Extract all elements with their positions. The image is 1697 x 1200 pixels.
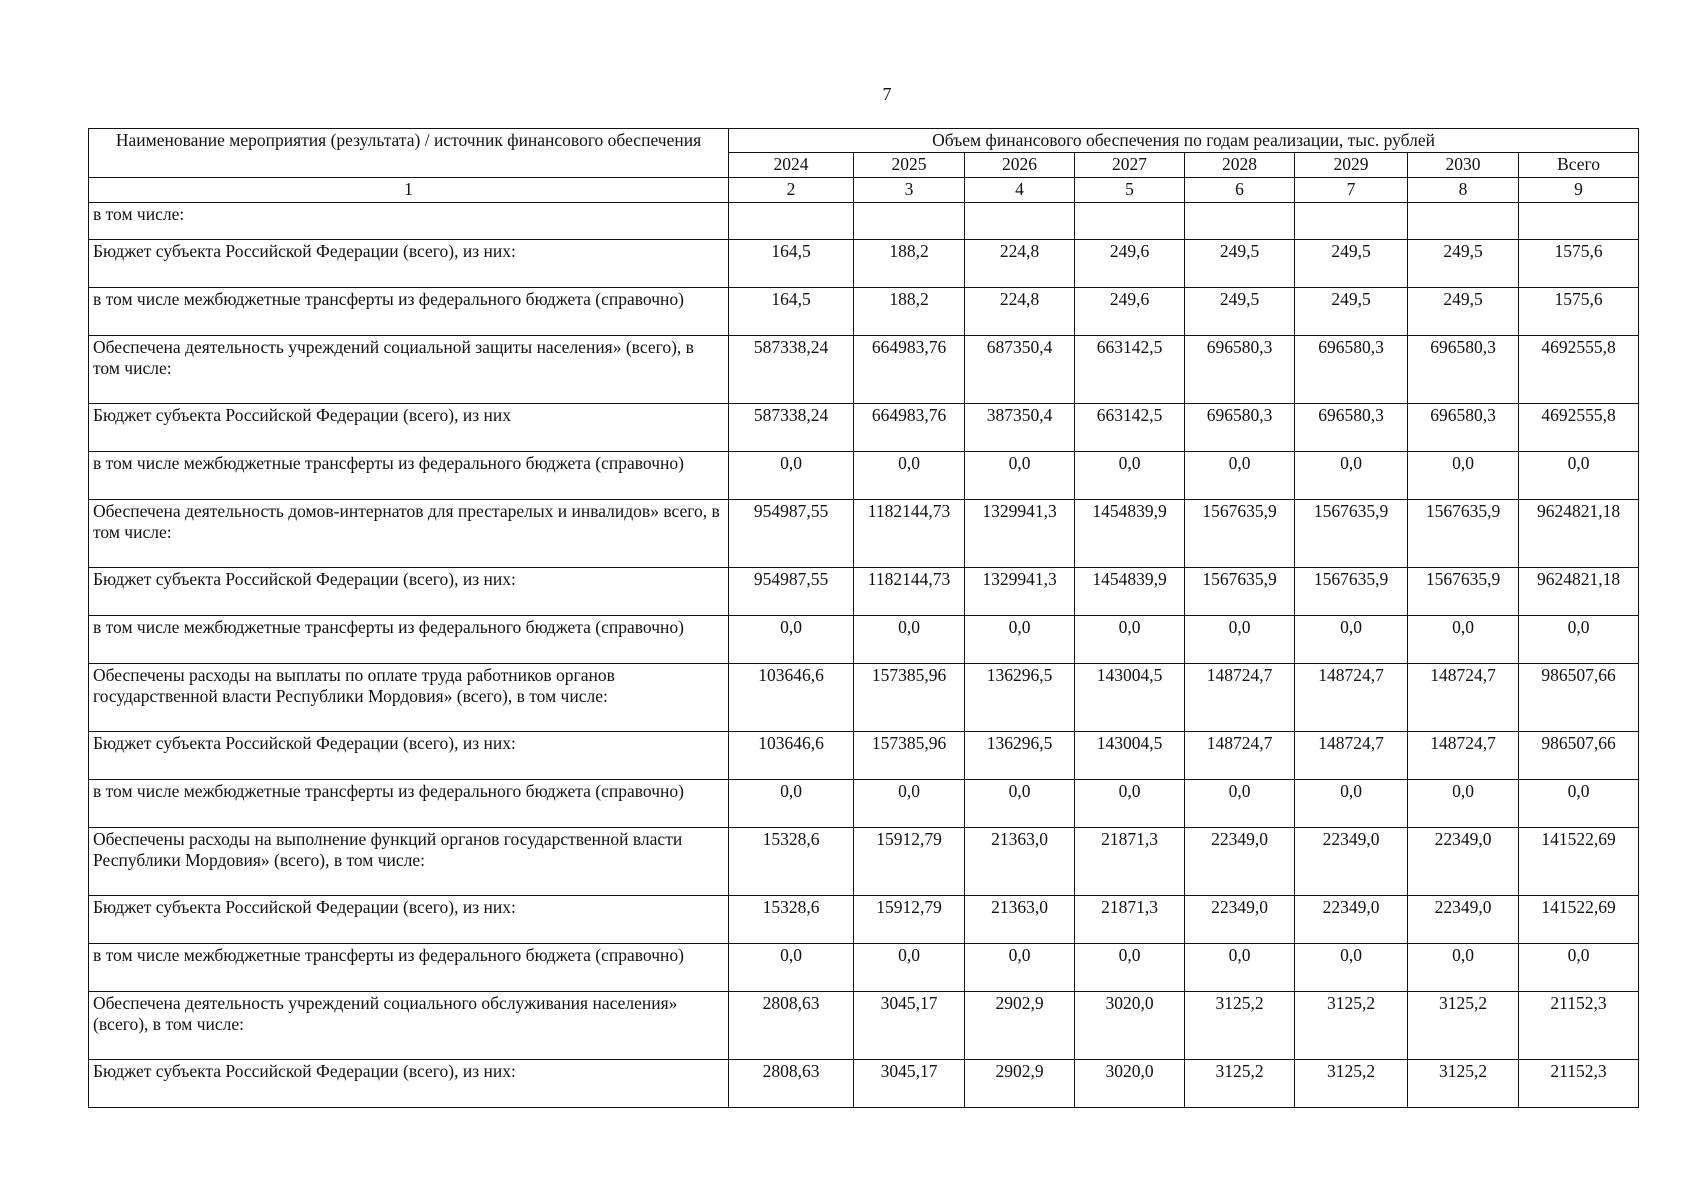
row-value-cell: 148724,7 [1408, 731, 1519, 779]
row-value-cell: 249,5 [1408, 287, 1519, 335]
row-value-cell: 143004,5 [1075, 731, 1185, 779]
column-number: 3 [854, 178, 965, 202]
table-row [89, 287, 1639, 335]
header-year: 2028 [1185, 153, 1295, 178]
row-value-cell: 249,6 [1075, 239, 1185, 287]
row-value-cell: 0,0 [1185, 943, 1295, 991]
table-row [89, 731, 1639, 779]
row-value-cell: 148724,7 [1185, 663, 1295, 731]
table-row [89, 403, 1639, 451]
table-row [89, 663, 1639, 731]
row-value-cell: 3020,0 [1075, 1059, 1185, 1107]
row-value-cell [854, 202, 965, 239]
row-value-cell: 249,5 [1408, 239, 1519, 287]
row-value-cell: 0,0 [1185, 779, 1295, 827]
row-value-cell: 0,0 [854, 615, 965, 663]
row-value-cell: 1567635,9 [1185, 567, 1295, 615]
header-year: 2025 [854, 153, 965, 178]
table-row [89, 827, 1639, 895]
row-name-cell: Бюджет субъекта Российской Федерации (всего), из них: [89, 731, 729, 779]
row-total-cell: 4692555,8 [1519, 403, 1639, 451]
row-value-cell: 164,5 [729, 239, 854, 287]
row-value-cell: 0,0 [1075, 615, 1185, 663]
table-body [89, 202, 1639, 1107]
row-value-cell: 1454839,9 [1075, 567, 1185, 615]
row-value-cell: 3125,2 [1408, 1059, 1519, 1107]
financing-table [88, 128, 1639, 1108]
row-value-cell: 0,0 [1408, 451, 1519, 499]
row-value-cell: 148724,7 [1408, 663, 1519, 731]
row-value-cell: 587338,24 [729, 403, 854, 451]
row-value-cell: 0,0 [729, 451, 854, 499]
column-number: 2 [729, 178, 854, 202]
header-year: 2024 [729, 153, 854, 178]
row-total-cell: 1575,6 [1519, 239, 1639, 287]
row-total-cell: 4692555,8 [1519, 335, 1639, 403]
row-value-cell: 3045,17 [854, 991, 965, 1059]
row-name-cell: в том числе межбюджетные трансферты из федерального бюджета (справочно) [89, 451, 729, 499]
row-value-cell: 696580,3 [1408, 403, 1519, 451]
row-value-cell: 1567635,9 [1295, 499, 1408, 567]
row-value-cell: 1567635,9 [1408, 499, 1519, 567]
row-value-cell: 0,0 [965, 615, 1075, 663]
row-value-cell: 0,0 [1295, 451, 1408, 499]
row-value-cell: 0,0 [965, 943, 1075, 991]
row-value-cell [1185, 202, 1295, 239]
row-value-cell: 188,2 [854, 287, 965, 335]
column-number: 1 [89, 178, 729, 202]
row-value-cell: 103646,6 [729, 663, 854, 731]
header-volume-column: Объем финансового обеспечения по годам реализации, тыс. рублей [729, 129, 1639, 153]
row-value-cell: 387350,4 [965, 403, 1075, 451]
header-year: 2027 [1075, 153, 1185, 178]
row-value-cell: 0,0 [1075, 451, 1185, 499]
row-value-cell: 143004,5 [1075, 663, 1185, 731]
row-value-cell: 0,0 [729, 943, 854, 991]
row-total-cell [1519, 202, 1639, 239]
row-value-cell: 22349,0 [1295, 827, 1408, 895]
row-value-cell: 696580,3 [1185, 335, 1295, 403]
row-value-cell: 0,0 [854, 779, 965, 827]
row-value-cell: 3020,0 [1075, 991, 1185, 1059]
row-value-cell: 164,5 [729, 287, 854, 335]
row-value-cell: 696580,3 [1295, 335, 1408, 403]
table-row [89, 1059, 1639, 1107]
row-value-cell: 0,0 [1408, 943, 1519, 991]
row-value-cell: 954987,55 [729, 499, 854, 567]
row-value-cell: 15328,6 [729, 827, 854, 895]
row-value-cell: 0,0 [1075, 943, 1185, 991]
table-row [89, 991, 1639, 1059]
row-value-cell [1075, 202, 1185, 239]
table-row [89, 202, 1639, 239]
row-value-cell: 663142,5 [1075, 403, 1185, 451]
row-total-cell: 141522,69 [1519, 895, 1639, 943]
row-total-cell: 0,0 [1519, 779, 1639, 827]
table-row [89, 239, 1639, 287]
table-row [89, 567, 1639, 615]
row-value-cell: 0,0 [854, 943, 965, 991]
row-value-cell: 0,0 [1408, 779, 1519, 827]
row-value-cell: 3125,2 [1408, 991, 1519, 1059]
row-total-cell: 0,0 [1519, 943, 1639, 991]
row-value-cell: 2808,63 [729, 1059, 854, 1107]
column-number: 5 [1075, 178, 1185, 202]
row-value-cell [965, 202, 1075, 239]
row-value-cell: 587338,24 [729, 335, 854, 403]
row-value-cell: 1567635,9 [1295, 567, 1408, 615]
row-value-cell: 1329941,3 [965, 499, 1075, 567]
row-value-cell: 0,0 [1295, 615, 1408, 663]
row-value-cell: 22349,0 [1295, 895, 1408, 943]
row-value-cell: 1454839,9 [1075, 499, 1185, 567]
row-value-cell: 15912,79 [854, 895, 965, 943]
row-total-cell: 141522,69 [1519, 827, 1639, 895]
row-name-cell: в том числе межбюджетные трансферты из федерального бюджета (справочно) [89, 779, 729, 827]
row-value-cell: 103646,6 [729, 731, 854, 779]
table-header [89, 129, 1639, 203]
row-total-cell: 986507,66 [1519, 663, 1639, 731]
row-value-cell: 22349,0 [1408, 895, 1519, 943]
row-value-cell: 136296,5 [965, 731, 1075, 779]
table-row [89, 335, 1639, 403]
row-total-cell: 0,0 [1519, 615, 1639, 663]
row-name-cell: Обеспечены расходы на выплаты по оплате труда работников органов государственной власти Республики Мордовия» (всего), в том числе: [89, 663, 729, 731]
column-number: 9 [1519, 178, 1639, 202]
row-total-cell: 9624821,18 [1519, 499, 1639, 567]
row-value-cell: 0,0 [1185, 451, 1295, 499]
row-value-cell: 2808,63 [729, 991, 854, 1059]
row-name-cell: в том числе межбюджетные трансферты из федерального бюджета (справочно) [89, 943, 729, 991]
row-name-cell: в том числе межбюджетные трансферты из федерального бюджета (справочно) [89, 615, 729, 663]
row-total-cell: 9624821,18 [1519, 567, 1639, 615]
row-value-cell: 15912,79 [854, 827, 965, 895]
row-value-cell: 0,0 [1185, 615, 1295, 663]
row-value-cell: 664983,76 [854, 335, 965, 403]
row-value-cell: 21871,3 [1075, 895, 1185, 943]
page-number: 7 [882, 84, 892, 104]
row-value-cell: 1182144,73 [854, 499, 965, 567]
row-value-cell: 0,0 [1295, 779, 1408, 827]
row-name-cell: Бюджет субъекта Российской Федерации (всего), из них: [89, 895, 729, 943]
row-total-cell: 1575,6 [1519, 287, 1639, 335]
header-year: 2029 [1295, 153, 1408, 178]
row-total-cell: 0,0 [1519, 451, 1639, 499]
table-row [89, 895, 1639, 943]
row-total-cell: 21152,3 [1519, 1059, 1639, 1107]
row-value-cell: 687350,4 [965, 335, 1075, 403]
table-row [89, 943, 1639, 991]
row-value-cell: 696580,3 [1295, 403, 1408, 451]
row-name-cell: Бюджет субъекта Российской Федерации (всего), из них: [89, 239, 729, 287]
row-value-cell: 1567635,9 [1185, 499, 1295, 567]
row-value-cell: 249,6 [1075, 287, 1185, 335]
row-name-cell: Бюджет субъекта Российской Федерации (всего), из них: [89, 1059, 729, 1107]
header-name-column: Наименование мероприятия (результата) / источник финансового обеспечения [89, 129, 729, 178]
row-value-cell: 1329941,3 [965, 567, 1075, 615]
row-value-cell: 0,0 [1075, 779, 1185, 827]
row-value-cell: 2902,9 [965, 991, 1075, 1059]
header-total: Всего [1519, 153, 1639, 178]
row-value-cell: 249,5 [1295, 287, 1408, 335]
column-number: 8 [1408, 178, 1519, 202]
row-value-cell: 954987,55 [729, 567, 854, 615]
row-value-cell: 157385,96 [854, 663, 965, 731]
row-value-cell: 157385,96 [854, 731, 965, 779]
row-value-cell: 22349,0 [1408, 827, 1519, 895]
row-value-cell: 3045,17 [854, 1059, 965, 1107]
row-name-cell: Обеспечена деятельность учреждений социальной защиты населения» (всего), в том числе: [89, 335, 729, 403]
table-row [89, 615, 1639, 663]
row-value-cell: 21363,0 [965, 895, 1075, 943]
row-name-cell: в том числе: [89, 202, 729, 239]
row-value-cell: 3125,2 [1295, 1059, 1408, 1107]
row-value-cell [1295, 202, 1408, 239]
column-number: 4 [965, 178, 1075, 202]
row-value-cell: 0,0 [1295, 943, 1408, 991]
row-value-cell: 664983,76 [854, 403, 965, 451]
row-value-cell: 0,0 [729, 615, 854, 663]
row-name-cell: Бюджет субъекта Российской Федерации (всего), из них: [89, 567, 729, 615]
row-value-cell: 696580,3 [1408, 335, 1519, 403]
row-value-cell: 148724,7 [1295, 731, 1408, 779]
table-row [89, 451, 1639, 499]
row-value-cell: 663142,5 [1075, 335, 1185, 403]
row-value-cell: 148724,7 [1295, 663, 1408, 731]
row-value-cell: 0,0 [854, 451, 965, 499]
row-value-cell: 3125,2 [1295, 991, 1408, 1059]
row-value-cell: 1182144,73 [854, 567, 965, 615]
row-value-cell: 148724,7 [1185, 731, 1295, 779]
row-value-cell: 1567635,9 [1408, 567, 1519, 615]
row-value-cell: 22349,0 [1185, 827, 1295, 895]
row-value-cell: 224,8 [965, 287, 1075, 335]
row-value-cell: 0,0 [965, 451, 1075, 499]
column-number: 7 [1295, 178, 1408, 202]
row-name-cell: в том числе межбюджетные трансферты из федерального бюджета (справочно) [89, 287, 729, 335]
row-value-cell: 2902,9 [965, 1059, 1075, 1107]
table-row [89, 499, 1639, 567]
row-name-cell: Обеспечена деятельность домов-интернатов для престарелых и инвалидов» всего, в том числе: [89, 499, 729, 567]
header-year: 2030 [1408, 153, 1519, 178]
row-value-cell: 136296,5 [965, 663, 1075, 731]
row-value-cell: 15328,6 [729, 895, 854, 943]
row-name-cell: Обеспечены расходы на выполнение функций органов государственной власти Республики Мордовия» (всего), в том числе: [89, 827, 729, 895]
table-row [89, 779, 1639, 827]
row-total-cell: 986507,66 [1519, 731, 1639, 779]
row-name-cell: Обеспечена деятельность учреждений социального обслуживания населения» (всего), в том числе: [89, 991, 729, 1059]
row-name-cell: Бюджет субъекта Российской Федерации (всего), из них [89, 403, 729, 451]
row-total-cell: 21152,3 [1519, 991, 1639, 1059]
header-year: 2026 [965, 153, 1075, 178]
row-value-cell: 696580,3 [1185, 403, 1295, 451]
column-number: 6 [1185, 178, 1295, 202]
row-value-cell: 249,5 [1185, 239, 1295, 287]
row-value-cell: 21363,0 [965, 827, 1075, 895]
row-value-cell [729, 202, 854, 239]
row-value-cell: 22349,0 [1185, 895, 1295, 943]
row-value-cell: 3125,2 [1185, 991, 1295, 1059]
row-value-cell: 0,0 [1408, 615, 1519, 663]
row-value-cell: 0,0 [729, 779, 854, 827]
row-value-cell: 3125,2 [1185, 1059, 1295, 1107]
row-value-cell: 249,5 [1295, 239, 1408, 287]
row-value-cell: 224,8 [965, 239, 1075, 287]
row-value-cell: 0,0 [965, 779, 1075, 827]
row-value-cell: 188,2 [854, 239, 965, 287]
row-value-cell: 21871,3 [1075, 827, 1185, 895]
row-value-cell: 249,5 [1185, 287, 1295, 335]
row-value-cell [1408, 202, 1519, 239]
